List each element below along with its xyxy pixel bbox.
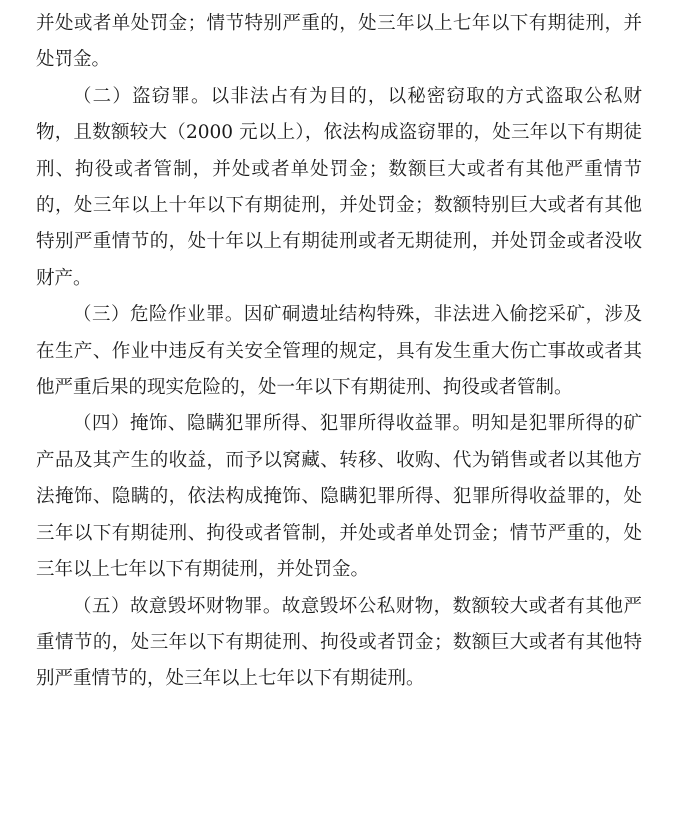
document-page (36, 6, 642, 698)
paragraph-theft: （二）盗窃罪。以非法占有为目的，以秘密窃取的方式盗取公私财物，且数额较大（2000 元以上），依法构成盗窃罪的，处三年以下有期徒刑、拘役或者管制，并处或者单处罚金；数额巨大或者有其他严重情节的，处三年以上十年以下有期徒刑，并处罚金；数额特别巨大或者有其他特别严重情节的，处十年以上有期徒刑或者无期徒刑，并处罚金或者没收财产。 (36, 85, 642, 289)
paragraph-continuation: 并处或者单处罚金；情节特别严重的，处三年以上七年以下有期徒刑，并处罚金。 (36, 13, 642, 71)
paragraph-property-damage: （五）故意毁坏财物罪。故意毁坏公私财物，数额较大或者有其他严重情节的，处三年以下有期徒刑、拘役或者罚金；数额巨大或者有其他特别严重情节的，处三年以上七年以下有期徒刑。 (36, 595, 642, 690)
paragraph-dangerous-operation: （三）危险作业罪。因矿硐遗址结构特殊，非法进入偷挖采矿，涉及在生产、作业中违反有关安全管理的规定，具有发生重大伤亡事故或者其他严重后果的现实危险的，处一年以下有期徒刑、拘役或者管制。 (36, 304, 642, 399)
paragraph-concealment: （四）掩饰、隐瞒犯罪所得、犯罪所得收益罪。明知是犯罪所得的矿产品及其产生的收益，而予以窝藏、转移、收购、代为销售或者以其他方法掩饰、隐瞒的，依法构成掩饰、隐瞒犯罪所得、犯罪所得收益罪的，处三年以下有期徒刑、拘役或者管制，并处或者单处罚金；情节严重的，处三年以上七年以下有期徒刑，并处罚金。 (36, 413, 642, 581)
